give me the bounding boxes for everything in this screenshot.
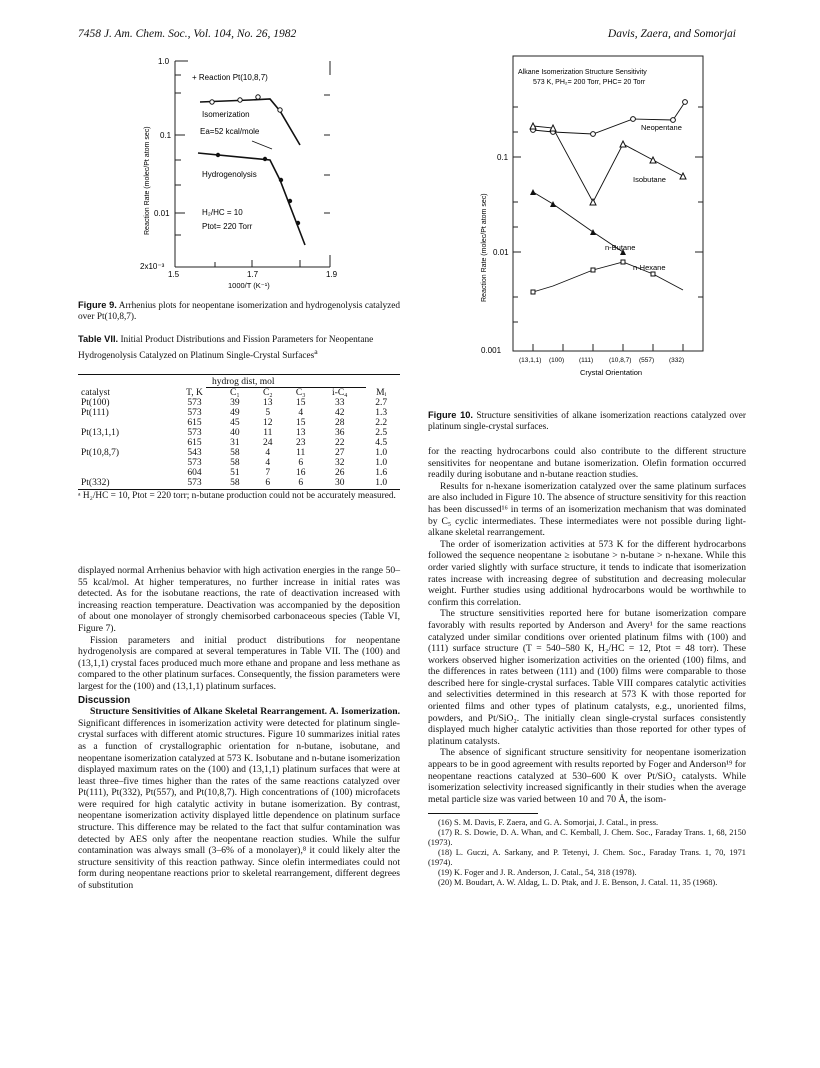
table-cell: 49 bbox=[230, 408, 240, 418]
table7-header-cell: i-C₄ bbox=[332, 388, 348, 398]
fig9-caption-label: Figure 9. bbox=[78, 300, 117, 310]
table7-header-cell: catalyst bbox=[81, 388, 111, 398]
left-column-text bbox=[78, 565, 400, 892]
footnotes bbox=[428, 818, 746, 888]
footnote-item: (17) R. S. Dowie, D. A. Whan, and C. Kemball, J. Chem. Soc., Faraday Trans. 1, 68, 2150 (1973). bbox=[428, 828, 746, 848]
fig9-iso-label: Isomerization bbox=[202, 110, 250, 119]
table7-header-row bbox=[78, 388, 400, 398]
fig9-cond-2: Ptot= 220 Torr bbox=[202, 222, 253, 231]
table7-body bbox=[78, 398, 400, 488]
table-cell: 45 bbox=[230, 418, 240, 428]
table-cell: 39 bbox=[230, 398, 240, 408]
table-cell: 24 bbox=[263, 438, 273, 448]
table-cell: 573 bbox=[187, 478, 202, 488]
table-cell: Pt(111) bbox=[81, 408, 109, 418]
table-cell: 30 bbox=[335, 478, 345, 488]
table-cell: 6 bbox=[298, 478, 304, 488]
table-cell: 42 bbox=[335, 408, 345, 418]
table-cell: 1.6 bbox=[375, 468, 388, 478]
fig9-ytick-4: 2x10⁻³ bbox=[140, 262, 165, 271]
table7-header-cell: C₂ bbox=[262, 388, 273, 398]
table-cell: Pt(332) bbox=[81, 478, 110, 488]
table-7 bbox=[78, 374, 400, 502]
table-cell: Pt(10,8,7) bbox=[81, 448, 119, 458]
table-cell bbox=[78, 438, 171, 448]
right-paragraph-1: for the reacting hydrocarbons could also contribute to the different structure sensitivites for neopentane and butane isomerization. Olefin formation occurred readily during isobutane and n-butane reaction studies. bbox=[428, 446, 746, 481]
table-row bbox=[78, 468, 400, 478]
fig9-caption-text: Arrhenius plots for neopentane isomerization and hydrogenolysis catalyzed over Pt(10,8,7). bbox=[78, 301, 400, 323]
table-cell: 32 bbox=[335, 458, 345, 468]
table7-header-cell: C₁ bbox=[230, 388, 240, 398]
table-cell: 615 bbox=[187, 438, 202, 448]
table-cell: 4 bbox=[298, 408, 304, 418]
table-cell: 4.5 bbox=[375, 438, 388, 448]
table-cell: 604 bbox=[187, 468, 202, 478]
figure-9-caption bbox=[78, 300, 400, 323]
discussion-heading: Discussion bbox=[78, 694, 131, 706]
fig9-iso-ea: Ea=52 kcal/mole bbox=[200, 127, 260, 136]
table7-footnote: ᵃ H₂/HC = 10, Ptot = 220 torr; n-butane production could not be accurately measured. bbox=[78, 491, 396, 501]
table-cell: 2.2 bbox=[375, 418, 388, 428]
table-cell: 11 bbox=[296, 448, 306, 458]
fig10-x-axis-label: Crystal Orientation bbox=[580, 368, 643, 377]
table7-label: Table VII. bbox=[78, 334, 119, 344]
table-cell: 1.0 bbox=[375, 448, 388, 458]
table-cell: 4 bbox=[265, 448, 271, 458]
fig10-xtick: (111) bbox=[579, 357, 594, 364]
table-cell: 15 bbox=[295, 418, 306, 428]
left-paragraph-2: Fission parameters and initial product distributions for neopentane hydrogenolysis are compared at several temperatures in Table VII. The (100) and (13,1,1) crystal faces produced much more ethane and propane and less methane as compared to the other platinum surfaces. Consequently, the fission parameters were largest for the (100) and (13,1,1) platinum surfaces. bbox=[78, 634, 400, 692]
running-header-right: Davis, Zaera, and Somorjai bbox=[607, 28, 736, 40]
fig10-label-n-hexane: n-Hexane bbox=[633, 263, 666, 272]
footnote-item: (20) M. Boudart, A. W. Aldag, L. D. Ptak, and J. E. Benson, J. Catal. 11, 35 (1968). bbox=[438, 878, 718, 888]
table-cell: 573 bbox=[187, 428, 202, 438]
fig10-caption-text: Structure sensitivities of alkane isomerization reactions catalyzed over platinum single-crystal surfaces. bbox=[428, 411, 746, 433]
fig10-title-1: Alkane Isomerization Structure Sensitivity bbox=[518, 69, 647, 76]
table-cell bbox=[78, 468, 171, 478]
fig10-xtick: (10,8,7) bbox=[609, 357, 632, 364]
table-cell: 31 bbox=[230, 438, 240, 448]
fig9-ytick-1: 1.0 bbox=[158, 57, 170, 66]
table-cell: 1.3 bbox=[375, 408, 388, 418]
table-cell: 15 bbox=[295, 398, 306, 408]
left-paragraph-3-text: Significant differences in isomerization activity were detected for platinum single-crystal surfaces with different atomic structures. Figure 10 summarizes initial rates as a function of crystallographic orientation for n-butane, isobutane, and neopentane isomerization catalyzed at 573 K. Isobutane and n-butane isomerization displayed maximum rates on the (100) and (13,1,1) platinum surfaces that were at least three–five times higher than the rates of the same reactions catalyzed over Pt(111), Pt(332), Pt(557), and Pt(10,8,7). High concentrations of (100) microfacets were required for high catalytic activity in butane isomerization. By contrast, neopentane isomerization activity displayed little dependence on platinum surface structure. This difference may be related to the fact that sulfur contamination was detected by AES only after the neopentane reaction studies. While the sulfur contamination was always small (3–6% of a monolayer),⁸ it could likely alter the structure sensitivity of this reaction pathway. Since olefin intermediates could not form during neopentane reactions prior to skeletal rearrangement, different degrees of substitution bbox=[78, 717, 400, 892]
fig10-xtick: (100) bbox=[549, 357, 565, 364]
fig10-x-ticks bbox=[519, 344, 684, 364]
table-cell: 573 bbox=[187, 408, 202, 418]
right-column-text bbox=[428, 446, 746, 888]
table-cell: 6 bbox=[298, 458, 304, 468]
table-cell: 13 bbox=[263, 398, 273, 408]
table-cell: 12 bbox=[263, 418, 273, 428]
table-cell: 615 bbox=[187, 418, 202, 428]
footnote-item: (16) S. M. Davis, F. Zaera, and G. A. Somorjai, J. Catal., in press. bbox=[438, 818, 659, 828]
table-cell: 5 bbox=[265, 408, 271, 418]
fig10-title-2: 573 K, PH₂= 200 Torr, PHC= 20 Torr bbox=[533, 79, 646, 86]
table7-title-sup: a bbox=[314, 347, 318, 357]
table-cell: 23 bbox=[295, 438, 306, 448]
table7-header-cell: C₃ bbox=[295, 388, 306, 398]
fig10-ytick-3: 0.001 bbox=[481, 346, 502, 355]
table-cell: Pt(100) bbox=[81, 398, 110, 408]
table-7-title bbox=[78, 334, 378, 363]
left-paragraph-3 bbox=[78, 706, 400, 892]
right-paragraph-4: The structure sensitivities reported here for butane isomerization compare favorably with results reported by Anderson and Avery¹ for the same reactions catalyzed under similar conditions over oriented platinum films with (100) and (111) surface structure (T = 540–580 K, H₂/HC = 12, Ptot = 48 torr). These workers observed higher isomerization activities on the oriented (100) films, and the differences in rates between (111) and (100) films were comparable to those described here for single-crystal surfaces. Table VIII compares catalytic activities and selectivities determined in this research at 573 K with those reported for oriented films and other types of platinum catalysts, e.g., unoriented films, powders, and Pt/SiO₂. The initially clean single-crystal surfaces consistently displayed much higher catalytic activities than those reported for other types of platinum catalysts. bbox=[428, 608, 746, 747]
fig10-label-n-butane: n-Butane bbox=[605, 243, 636, 252]
table-cell: 58 bbox=[230, 478, 240, 488]
table-row bbox=[78, 458, 400, 468]
table-cell: 16 bbox=[295, 468, 306, 478]
fig10-xtick: (13,1,1) bbox=[519, 357, 542, 364]
table-cell: 58 bbox=[230, 448, 240, 458]
table-row bbox=[78, 418, 400, 428]
table-cell bbox=[78, 418, 171, 428]
table-row bbox=[78, 398, 400, 408]
table-cell: 573 bbox=[187, 398, 202, 408]
fig9-ytick-2: 0.1 bbox=[160, 131, 172, 140]
footnote-item: (19) K. Foger and J. R. Anderson, J. Catal., 54, 318 (1978). bbox=[438, 868, 637, 878]
table-cell: 40 bbox=[230, 428, 240, 438]
table-cell: 6 bbox=[265, 478, 271, 488]
table-cell: 7 bbox=[265, 468, 271, 478]
table-row bbox=[78, 408, 400, 418]
table-row bbox=[78, 478, 400, 488]
subsection-heading: Structure Sensitivities of Alkane Skeletal Rearrangement. A. Isomerization. bbox=[90, 706, 400, 718]
table-cell: 33 bbox=[335, 398, 345, 408]
fig9-legend: + Reaction Pt(10,8,7) bbox=[192, 73, 268, 82]
table-cell: 11 bbox=[263, 428, 273, 438]
right-paragraph-5: The absence of significant structure sensitivity for neopentane isomerization appears to be in good agreement with results reported by Foger and Anderson¹⁹ for neopentane reactions catalyzed at 530–600 K over Pt/SiO₂ catalysts. While isomerization selectivity increased significantly in their studies when the average metal particle size was varied between 10 and 70 Å, the isom- bbox=[428, 747, 746, 805]
fig10-xtick: (332) bbox=[669, 357, 685, 364]
fig9-ytick-3: 0.01 bbox=[154, 209, 170, 218]
table-row bbox=[78, 428, 400, 438]
table-cell: 28 bbox=[335, 418, 345, 428]
table-cell: 543 bbox=[187, 448, 202, 458]
fig10-ytick-2: 0.01 bbox=[493, 248, 509, 257]
table-cell: 1.0 bbox=[375, 458, 388, 468]
table-cell: 573 bbox=[187, 458, 202, 468]
table-cell: 2.7 bbox=[375, 398, 388, 408]
figure-9-plot bbox=[140, 55, 370, 295]
fig10-xtick: (557) bbox=[639, 357, 655, 364]
table-row bbox=[78, 448, 400, 458]
fig9-y-axis-label: Reaction Rate (molec/Pt atom sec) bbox=[144, 126, 151, 235]
table7-header-cell: Mᵢ bbox=[376, 388, 387, 398]
table-cell: Pt(13,1,1) bbox=[81, 428, 119, 438]
footnote-item: (18) L. Guczi, A. Sarkany, and P. Tetenyi, J. Chem. Soc., Faraday Trans. 1, 70, 1971 (1974). bbox=[428, 848, 746, 868]
table-cell: 36 bbox=[335, 428, 345, 438]
table7-title-text: Initial Product Distributions and Fission Parameters for Neopentane Hydrogenolysis Catalyzed on Platinum Single-Crystal Surfaces bbox=[78, 335, 374, 362]
table-cell: 51 bbox=[230, 468, 240, 478]
table-cell: 13 bbox=[295, 428, 306, 438]
fig9-xtick-2: 1.7 bbox=[247, 270, 259, 279]
right-paragraph-3: The order of isomerization activities at 573 K for the different hydrocarbons followed the sequence neopentane ≥ isobutane > n-butane > n-hexane. While this order varied slightly with surface structure, it tends to indicate that isomerization rates increase with increasing degree of substitution and decreasing molecular weight. Further studies using additional hydrocarbons would be worthwhile to confirm this correlation. bbox=[428, 538, 746, 608]
fig10-label-isobutane: Isobutane bbox=[633, 175, 666, 184]
table-cell: 58 bbox=[230, 458, 240, 468]
table7-group-header: hydrog dist, mol bbox=[212, 377, 275, 387]
left-paragraph-1: displayed normal Arrhenius behavior with high activation energies in the range 50–55 kcal/mol. At higher temperatures, no further increase in initial rates was detected. As for the isobutane reactions, the rate of deactivation increased with increasing reaction temperature. Deactivation was accompanied by the deposition of about one monolayer of strongly chemisorbed carbonaceous species (Table VI, Figure 7). bbox=[78, 565, 400, 634]
fig9-xtick-1: 1.5 bbox=[168, 270, 180, 279]
table-cell: 22 bbox=[335, 438, 345, 448]
table-cell: 27 bbox=[335, 448, 345, 458]
fig10-caption-label: Figure 10. bbox=[428, 410, 473, 420]
running-header-left: 7458 J. Am. Chem. Soc., Vol. 104, No. 26, 1982 bbox=[78, 28, 297, 40]
right-paragraph-2: Results for n-hexane isomerization catalyzed over the same platinum surfaces are also included in Figure 10. The absence of structure sensitivity for this reaction has been discussed¹⁶ in terms of an isomerization mechanism that was dominated by C₅ cyclic intermediates. These intermediates were not possible during light-alkane skeletal rearrangement. bbox=[428, 480, 746, 539]
fig9-x-axis-label: 1000/T (K⁻¹) bbox=[228, 281, 270, 290]
table-cell bbox=[78, 458, 171, 468]
table7-header-cell: T, K bbox=[186, 388, 203, 398]
fig10-label-neopentane: Neopentane bbox=[641, 123, 682, 132]
table-cell: 2.5 bbox=[375, 428, 388, 438]
figure-10-caption bbox=[428, 410, 746, 433]
figure-10-plot bbox=[475, 52, 715, 382]
table-cell: 4 bbox=[265, 458, 271, 468]
fig9-xtick-3: 1.9 bbox=[326, 270, 338, 279]
fig9-cond-1: H₂/HC = 10 bbox=[202, 208, 243, 217]
table-cell: 1.0 bbox=[375, 478, 388, 488]
table-row bbox=[78, 438, 400, 448]
fig10-y-axis-label: Reaction Rate (molec/Pt atom sec) bbox=[481, 193, 488, 302]
table-cell: 26 bbox=[335, 468, 345, 478]
fig9-hyd-label: Hydrogenolysis bbox=[202, 170, 257, 179]
table7-grid bbox=[78, 388, 400, 488]
fig10-ytick-1: 0.1 bbox=[497, 153, 509, 162]
